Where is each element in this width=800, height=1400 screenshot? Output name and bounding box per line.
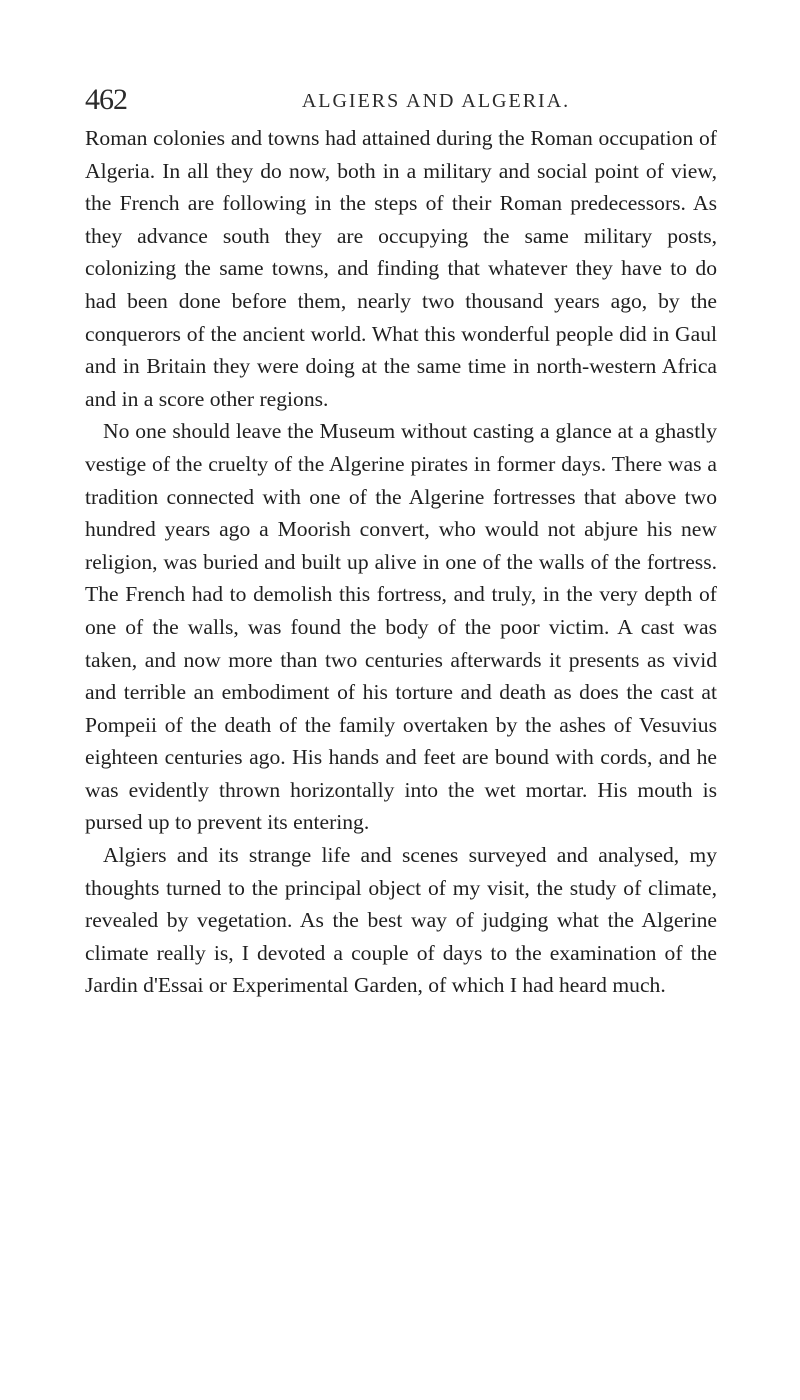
- running-head: [85, 82, 717, 122]
- paragraph-1: Roman colonies and towns had attained during the Roman occupation of Algeria. In all they do now, both in a military and social point of view, the French are following in the steps of their Roman predecessors. As they advance south they are occupying the same military posts, colonizing the same towns, and finding that whatever they have to do had been done before them, nearly two thousand years ago, by the conquerors of the ancient world. What this wonderful people did in Gaul and in Britain they were doing at the same time in north-western Africa and in a score other regions.: [85, 126, 717, 411]
- body-text: [85, 122, 717, 1002]
- book-page: [85, 82, 717, 1002]
- paragraph-3: Algiers and its strange life and scenes surveyed and analysed, my thoughts turned to the principal object of my visit, the study of climate, revealed by vegetation. As the best way of judging what the Algerine climate really is, I devoted a couple of days to the examination of the Jardin d'Essai or Experimental Garden, of which I had heard much.: [85, 843, 717, 998]
- paragraph-2: No one should leave the Museum without casting a glance at a ghastly vestige of the cruelty of the Algerine pirates in former days. There was a tradition connected with one of the Algerine fortresses that above two hundred years ago a Moorish convert, who would not abjure his new religion, was buried and built up alive in one of the walls of the fortress. The French had to demolish this fortress, and truly, in the very depth of one of the walls, was found the body of the poor victim. A cast was taken, and now more than two centuries afterwards it presents as vivid and terrible an embodiment of his torture and death as does the cast at Pompeii of the death of the family overtaken by the ashes of Vesuvius eighteen centuries ago. His hands and feet are bound with cords, and he was evidently thrown horizontally into the wet mortar. His mouth is pursed up to prevent its entering.: [85, 419, 717, 835]
- page-number: 462: [85, 83, 127, 116]
- running-title: ALGIERS AND ALGERIA.: [301, 90, 571, 112]
